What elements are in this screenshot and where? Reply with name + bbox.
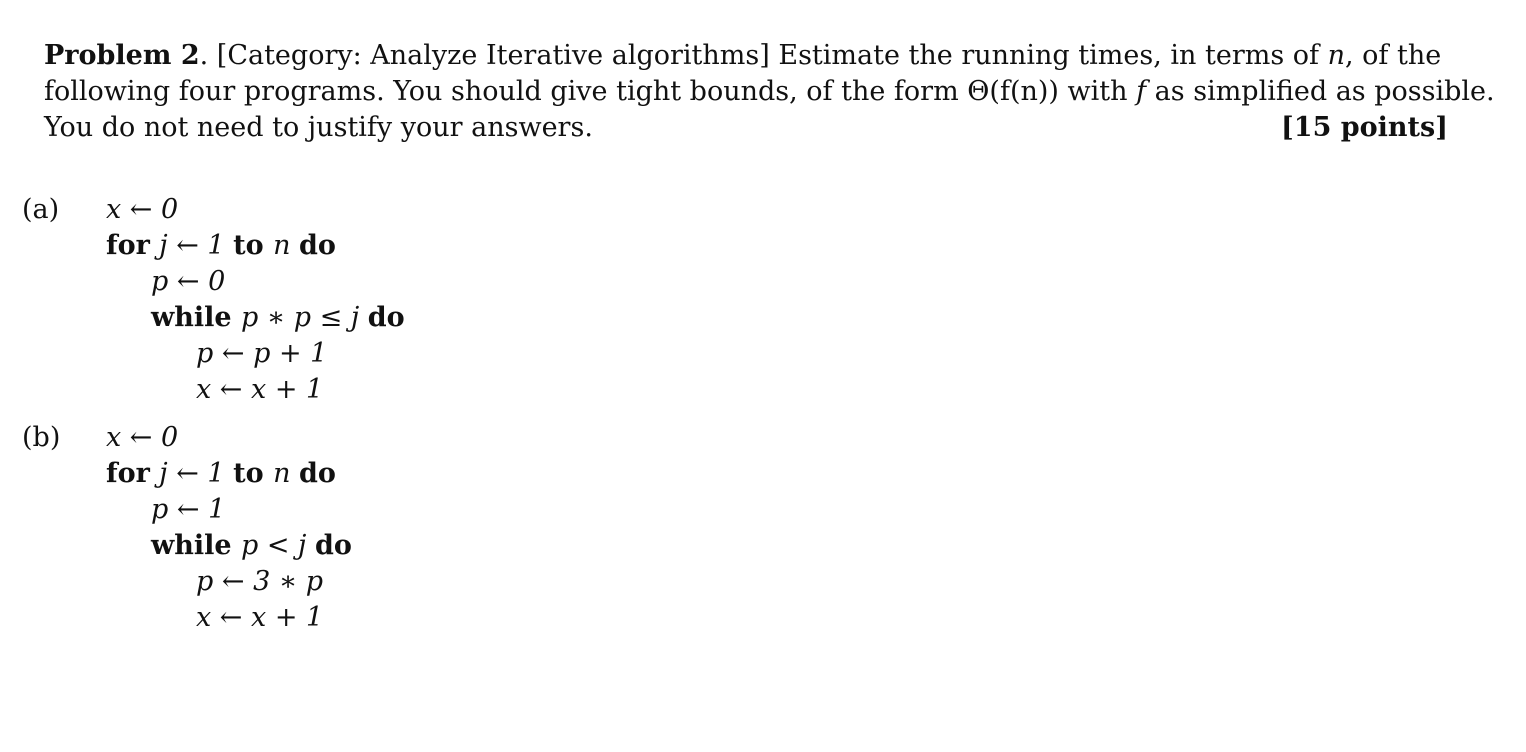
program-label: (a)	[22, 194, 60, 225]
program-a	[22, 192, 405, 408]
code-line: for j ← 1 to n do	[106, 230, 336, 261]
title-suffix: .	[199, 40, 209, 71]
code-line: while p < j do	[151, 530, 352, 561]
statement-text: [Category: Analyze Iterative algorithms] Estimate the running times, in terms of	[208, 40, 1328, 71]
statement-line-1	[44, 38, 1448, 74]
code-line: x ← 0	[106, 194, 179, 225]
code-line: x ← 0	[106, 422, 179, 453]
math-var-n: n	[1327, 40, 1345, 71]
program-label: (b)	[22, 422, 61, 453]
programs-list	[22, 192, 405, 648]
code-line: p ← p + 1	[196, 338, 328, 369]
problem-document	[44, 38, 1495, 146]
statement-line-3	[44, 110, 1448, 146]
code-line: p ← 0	[151, 266, 226, 297]
math-var-f: f	[1136, 76, 1147, 107]
pseudocode	[106, 192, 405, 408]
statement-text: You do not need to justify your answers.	[44, 112, 593, 143]
code-line: x ← x + 1	[196, 602, 324, 633]
statement-text: following four programs. You should give tight bounds, of the form	[44, 76, 968, 107]
math-theta-expression: Θ(f(n))	[967, 76, 1059, 107]
code-line: p ← 1	[151, 494, 226, 525]
pseudocode	[106, 420, 352, 636]
code-line: p ← 3 ∗ p	[196, 566, 324, 597]
statement-line-2	[44, 74, 1495, 110]
code-line: x ← x + 1	[196, 374, 324, 405]
statement-text: as simplified as possible.	[1146, 76, 1495, 107]
problem-title: Problem 2	[44, 40, 200, 71]
statement-text: with	[1058, 76, 1137, 107]
code-line: while p ∗ p ≤ j do	[151, 302, 405, 333]
problem-statement	[44, 38, 1495, 146]
statement-text: , of the	[1345, 40, 1442, 71]
code-line: for j ← 1 to n do	[106, 458, 336, 489]
points-badge: [15 points]	[1281, 112, 1448, 143]
program-b	[22, 420, 405, 636]
